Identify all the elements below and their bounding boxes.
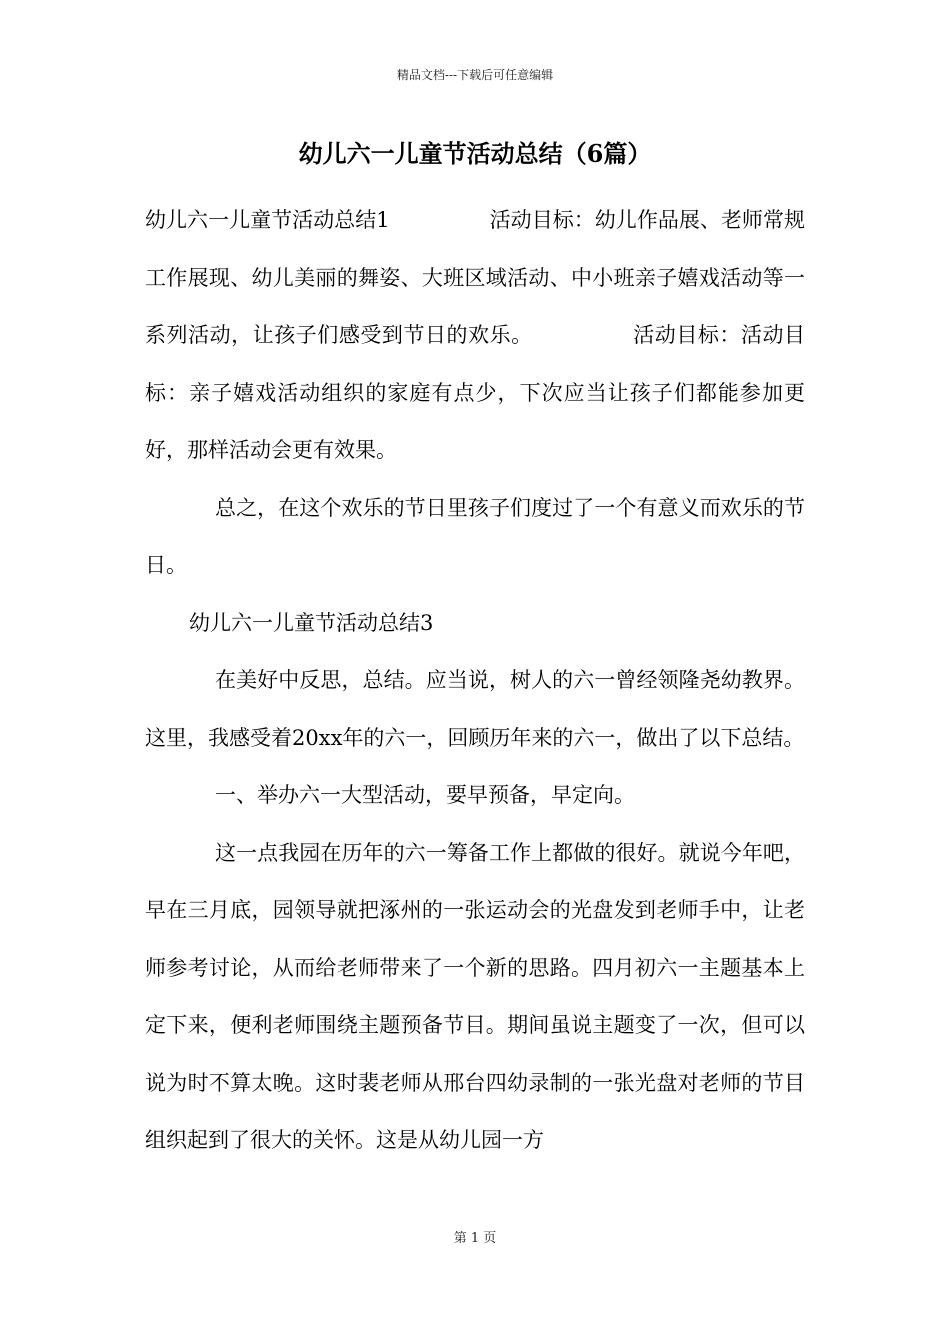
paragraph-1-text: 活动目标：幼儿作品展、老师常规工作展现、幼儿美丽的舞姿、大班区域活动、中小班亲子嬉戏活动等一系列活动，让孩子们感受到节日的欢乐。 [145,208,805,347]
paragraph-2: 总之，在这个欢乐的节日里孩子们度过了一个有意义而欢乐的节日。 [145,495,805,577]
paragraph-1-label: 活动目标： [632,323,741,347]
page-header-note: 精品文档---下载后可任意编辑 [396,68,554,82]
paragraph-1 [145,192,805,480]
section-heading-3: 幼儿六一儿童节活动总结3 [189,610,434,635]
paragraph-6: 这一点我园在历年的六一筹备工作上都做的很好。就说今年吧，早在三月底，园领导就把涿州的一张运动会的光盘发到老师手中，让老师参考讨论，从而给老师带来了一个新的思路。四月初六一主题基本上定下来，便利老师围绕主题预备节目。期间虽说主题变了一次，但可以说为时不算太晚。这时裴老师从邢台四幼录制的一张光盘对老师的节目组织起到了很大的关怀。这是从幼儿园一方 [145,840,805,1152]
paragraph-1-text-2: 活动目标：亲子嬉戏活动组织的家庭有点少，下次应当让孩子们都能参加更好，那样活动会更有效果。 [145,323,806,462]
document-title: 幼儿六一儿童节活动总结（6篇） [298,139,652,168]
section-heading-1: 幼儿六一儿童节活动总结1 [145,208,390,232]
document-body [145,192,805,1170]
page-number: 第 1 页 [453,1231,497,1246]
paragraph-5: 一、举办六一大型活动，要早预备，早定向。 [215,783,635,807]
paragraph-4: 在美好中反思，总结。应当说，树人的六一曾经领隆尧幼教界。这里，我感受着20xx年的六一，回顾历年来的六一，做出了以下总结。 [145,668,805,750]
